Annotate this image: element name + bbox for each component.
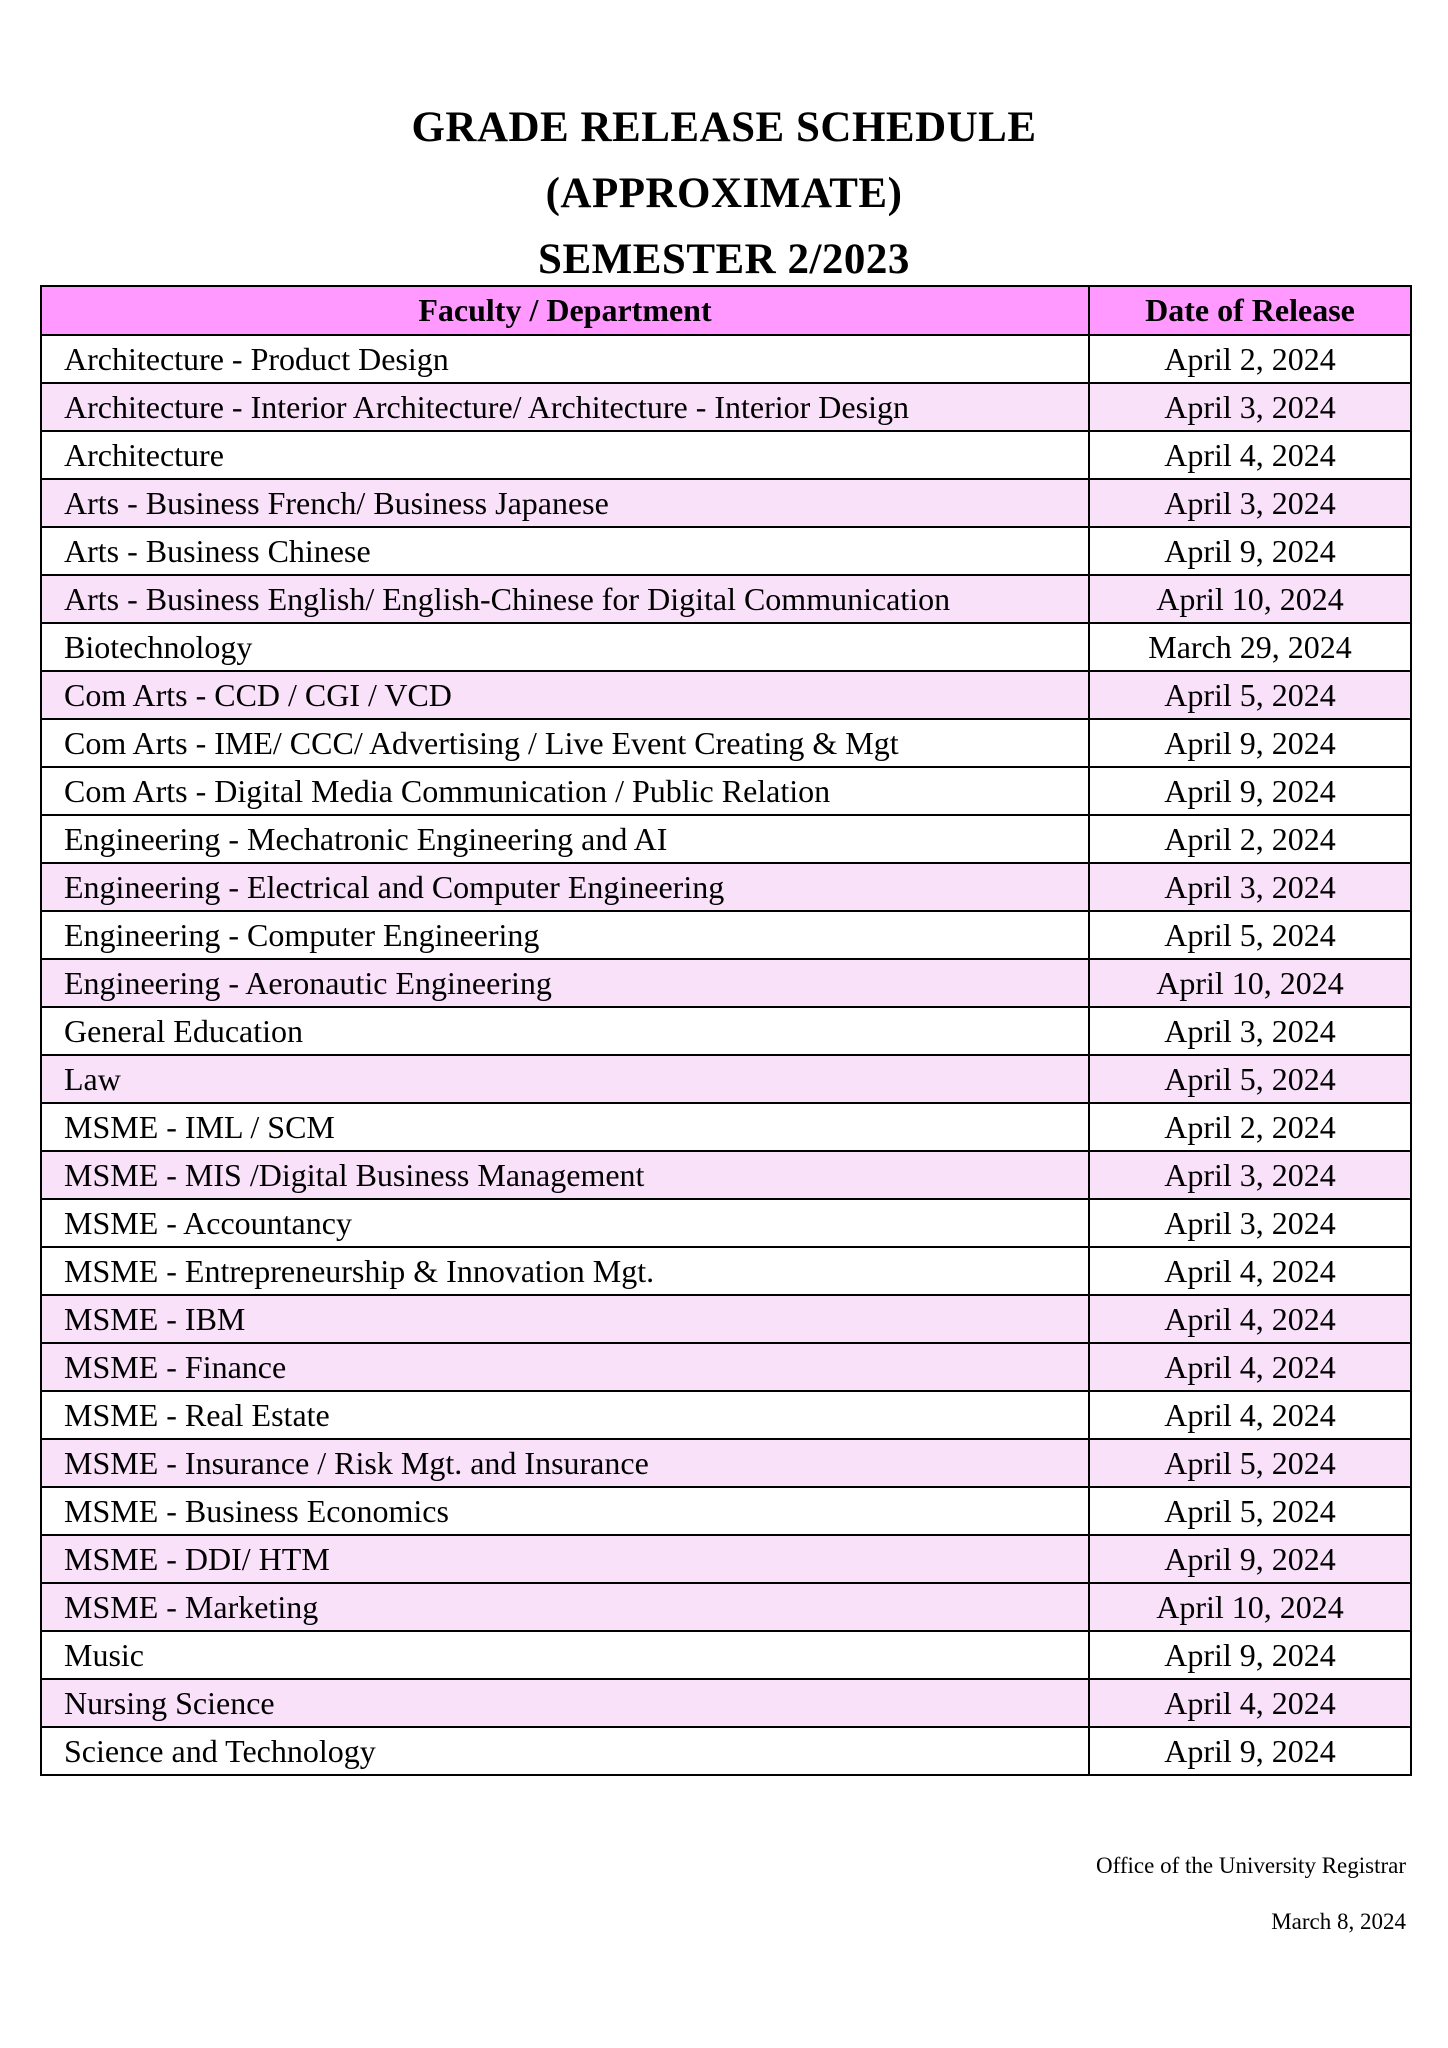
department-cell: Arts - Business French/ Business Japanese [41, 479, 1089, 527]
release-date-cell: April 9, 2024 [1089, 1631, 1411, 1679]
department-cell: MSME - IBM [41, 1295, 1089, 1343]
department-cell: MSME - Entrepreneurship & Innovation Mgt. [41, 1247, 1089, 1295]
document-title-block [0, 95, 1448, 293]
release-date-cell: April 4, 2024 [1089, 1295, 1411, 1343]
document-date: March 8, 2024 [1271, 1909, 1406, 1934]
table-row [41, 1391, 1411, 1439]
table-row [41, 1247, 1411, 1295]
table-row [41, 1343, 1411, 1391]
department-cell: MSME - Finance [41, 1343, 1089, 1391]
registrar-office-signature: Office of the University Registrar [1096, 1853, 1406, 1878]
release-date-cell: April 4, 2024 [1089, 1343, 1411, 1391]
department-cell: Engineering - Electrical and Computer Engineering [41, 863, 1089, 911]
release-date-cell: April 4, 2024 [1089, 1247, 1411, 1295]
department-cell: Com Arts - Digital Media Communication / Public Relation [41, 767, 1089, 815]
column-header-date: Date of Release [1089, 286, 1411, 335]
department-cell: MSME - Accountancy [41, 1199, 1089, 1247]
department-cell: Com Arts - CCD / CGI / VCD [41, 671, 1089, 719]
department-cell: Nursing Science [41, 1679, 1089, 1727]
department-cell: General Education [41, 1007, 1089, 1055]
release-date-cell: April 10, 2024 [1089, 959, 1411, 1007]
release-date-cell: April 5, 2024 [1089, 1487, 1411, 1535]
table-row [41, 335, 1411, 383]
release-date-cell: April 2, 2024 [1089, 335, 1411, 383]
department-cell: MSME - Insurance / Risk Mgt. and Insurance [41, 1439, 1089, 1487]
table-row [41, 1535, 1411, 1583]
table-row [41, 1583, 1411, 1631]
table-row [41, 1151, 1411, 1199]
department-cell: Arts - Business Chinese [41, 527, 1089, 575]
release-date-cell: April 3, 2024 [1089, 1151, 1411, 1199]
release-date-cell: April 9, 2024 [1089, 527, 1411, 575]
table-row [41, 815, 1411, 863]
release-date-cell: April 10, 2024 [1089, 575, 1411, 623]
release-date-cell: April 3, 2024 [1089, 383, 1411, 431]
table-row [41, 1631, 1411, 1679]
table-row [41, 1727, 1411, 1775]
release-date-cell: April 3, 2024 [1089, 863, 1411, 911]
department-cell: Law [41, 1055, 1089, 1103]
department-cell: MSME - IML / SCM [41, 1103, 1089, 1151]
document-title: GRADE RELEASE SCHEDULE [411, 104, 1037, 151]
release-date-cell: March 29, 2024 [1089, 623, 1411, 671]
table-row [41, 1055, 1411, 1103]
table-row [41, 431, 1411, 479]
table-row [41, 527, 1411, 575]
table-row [41, 959, 1411, 1007]
department-cell: Engineering - Computer Engineering [41, 911, 1089, 959]
table-row [41, 767, 1411, 815]
table-row [41, 479, 1411, 527]
department-cell: MSME - Marketing [41, 1583, 1089, 1631]
release-date-cell: April 5, 2024 [1089, 1439, 1411, 1487]
table-row [41, 623, 1411, 671]
release-date-cell: April 9, 2024 [1089, 719, 1411, 767]
semester-label: SEMESTER 2/2023 [538, 236, 910, 283]
release-date-cell: April 4, 2024 [1089, 1391, 1411, 1439]
table-row [41, 1199, 1411, 1247]
table-body [41, 335, 1411, 1775]
table-row [41, 1439, 1411, 1487]
release-date-cell: April 3, 2024 [1089, 1007, 1411, 1055]
department-cell: MSME - MIS /Digital Business Management [41, 1151, 1089, 1199]
department-cell: Music [41, 1631, 1089, 1679]
release-date-cell: April 2, 2024 [1089, 1103, 1411, 1151]
table-header-row [41, 286, 1411, 335]
department-cell: MSME - DDI/ HTM [41, 1535, 1089, 1583]
column-header-department: Faculty / Department [41, 286, 1089, 335]
document-subtitle: (APPROXIMATE) [545, 170, 903, 217]
table-row [41, 863, 1411, 911]
department-cell: Engineering - Aeronautic Engineering [41, 959, 1089, 1007]
release-date-cell: April 3, 2024 [1089, 1199, 1411, 1247]
release-date-cell: April 9, 2024 [1089, 767, 1411, 815]
department-cell: MSME - Real Estate [41, 1391, 1089, 1439]
department-cell: Science and Technology [41, 1727, 1089, 1775]
grade-release-table [40, 285, 1412, 1776]
table-row [41, 1679, 1411, 1727]
table-row [41, 911, 1411, 959]
table-row [41, 383, 1411, 431]
table-row [41, 1007, 1411, 1055]
release-date-cell: April 4, 2024 [1089, 1679, 1411, 1727]
department-cell: MSME - Business Economics [41, 1487, 1089, 1535]
table-row [41, 671, 1411, 719]
release-date-cell: April 3, 2024 [1089, 479, 1411, 527]
department-cell: Architecture - Interior Architecture/ Architecture - Interior Design [41, 383, 1089, 431]
release-date-cell: April 2, 2024 [1089, 815, 1411, 863]
release-date-cell: April 10, 2024 [1089, 1583, 1411, 1631]
table-row [41, 575, 1411, 623]
release-date-cell: April 4, 2024 [1089, 431, 1411, 479]
department-cell: Com Arts - IME/ CCC/ Advertising / Live Event Creating & Mgt [41, 719, 1089, 767]
release-date-cell: April 5, 2024 [1089, 1055, 1411, 1103]
table-row [41, 1103, 1411, 1151]
department-cell: Architecture - Product Design [41, 335, 1089, 383]
release-date-cell: April 9, 2024 [1089, 1727, 1411, 1775]
department-cell: Engineering - Mechatronic Engineering and AI [41, 815, 1089, 863]
table-row [41, 1295, 1411, 1343]
department-cell: Biotechnology [41, 623, 1089, 671]
department-cell: Architecture [41, 431, 1089, 479]
release-date-cell: April 5, 2024 [1089, 671, 1411, 719]
release-date-cell: April 5, 2024 [1089, 911, 1411, 959]
table-row [41, 719, 1411, 767]
table-row [41, 1487, 1411, 1535]
department-cell: Arts - Business English/ English-Chinese for Digital Communication [41, 575, 1089, 623]
release-date-cell: April 9, 2024 [1089, 1535, 1411, 1583]
